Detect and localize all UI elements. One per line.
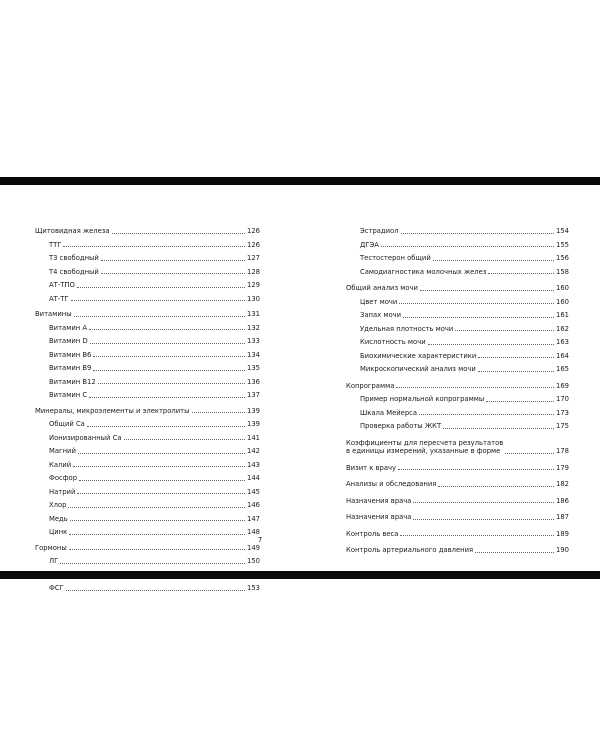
dot-leader [438, 486, 554, 487]
toc-entry-page: 178 [556, 447, 569, 456]
dot-leader [79, 480, 245, 481]
dot-leader [433, 260, 554, 261]
toc-entry-title: Ионизированный Са [49, 433, 122, 442]
toc-entry-page: 187 [556, 513, 569, 522]
toc-entry-title: Пример нормальной копрограммы [360, 395, 485, 404]
dot-leader [403, 317, 554, 318]
toc-entry[interactable] [346, 222, 569, 236]
toc-entry-page: 139 [247, 406, 260, 415]
dot-leader [428, 344, 554, 345]
dot-leader [90, 343, 245, 344]
toc-entry-title: Т3 свободный [49, 254, 99, 263]
toc-entry[interactable] [346, 263, 569, 277]
toc-entry-title: Контроль веса [346, 529, 399, 538]
toc-entry[interactable] [35, 386, 260, 400]
toc-entry[interactable] [35, 346, 260, 360]
dot-leader [74, 316, 245, 317]
toc-entry-title: Магний [49, 447, 76, 456]
toc-entry-page: 147 [247, 514, 260, 523]
toc-entry-page: 145 [247, 487, 260, 496]
toc-entry-title: Витамин В6 [49, 350, 92, 359]
toc-entry-page: 155 [556, 240, 569, 249]
dot-leader [71, 300, 245, 301]
toc-entry-page: 160 [556, 297, 569, 306]
dot-leader [66, 590, 245, 591]
toc-entry-title: Витамин В9 [49, 364, 92, 373]
dot-leader [413, 502, 554, 503]
toc-entry-title: Общий Са [49, 420, 85, 429]
dot-leader [399, 303, 554, 304]
toc-entry-title: Визит к врачу [346, 463, 397, 472]
dot-leader [413, 519, 554, 520]
toc-entry-page: 153 [247, 584, 260, 593]
toc-entry-title: Назначения врача [346, 513, 412, 522]
toc-entry-title: Калий [49, 460, 72, 469]
toc-entry[interactable] [35, 442, 260, 456]
toc-entry-page: 165 [556, 365, 569, 374]
toc-entry-title: Хлор [49, 501, 67, 510]
dot-leader [419, 414, 554, 415]
dot-leader [455, 330, 554, 331]
toc-entry[interactable] [346, 279, 569, 293]
toc-entry-page: 132 [247, 323, 260, 332]
toc-entry[interactable] [346, 333, 569, 347]
toc-entry-page: 175 [556, 422, 569, 431]
toc-entry[interactable] [35, 483, 260, 497]
toc-entry-page: 156 [556, 254, 569, 263]
dot-leader [192, 412, 246, 413]
toc-entry-title: Анализы и обследования [346, 480, 437, 489]
dot-leader [486, 401, 554, 402]
toc-entry[interactable] [346, 347, 569, 361]
toc-entry-title: Витамин С [49, 391, 88, 400]
dot-leader [69, 549, 245, 550]
page-number: 7 [257, 536, 263, 544]
toc-entry-title: ЛГ [49, 557, 59, 566]
toc-entry-title: Эстрадиол [360, 227, 399, 236]
toc-entry-page: 137 [247, 391, 260, 400]
dot-leader [73, 466, 245, 467]
toc-entry[interactable] [346, 475, 569, 489]
dot-leader [443, 428, 554, 429]
toc-entry[interactable] [35, 305, 260, 319]
toc-entry[interactable] [35, 510, 260, 524]
toc-entry[interactable] [35, 359, 260, 373]
toc-entry[interactable] [35, 523, 260, 537]
toc-entry[interactable] [346, 404, 569, 418]
toc-entry-page: 158 [556, 267, 569, 276]
dot-leader [69, 534, 245, 535]
toc-entry[interactable] [35, 539, 260, 553]
toc-entry[interactable] [35, 469, 260, 483]
toc-entry-page: 127 [247, 254, 260, 263]
dot-leader [101, 260, 245, 261]
toc-entry-page: 135 [247, 364, 260, 373]
toc-entry-title: Цвет мочи [360, 297, 398, 306]
toc-entry-title: ДГЭА [360, 240, 379, 249]
toc-entry[interactable] [35, 402, 260, 416]
toc-entry-title: Проверка работы ЖКТ [360, 422, 442, 431]
dot-leader [98, 383, 245, 384]
dot-leader [89, 329, 245, 330]
toc-entry[interactable] [346, 508, 569, 522]
toc-entry[interactable] [35, 415, 260, 429]
dot-leader [398, 469, 554, 470]
toc-right-column [346, 222, 569, 555]
toc-entry[interactable] [346, 306, 569, 320]
toc-entry[interactable] [35, 332, 260, 346]
dot-leader [77, 287, 245, 288]
toc-entry[interactable] [346, 525, 569, 539]
dot-leader [401, 233, 554, 234]
toc-entry-title: Минералы, микроэлементы и электролиты [35, 406, 190, 415]
toc-entry-page: 126 [247, 227, 260, 236]
dot-leader [420, 290, 554, 291]
toc-entry-page: 129 [247, 281, 260, 290]
toc-entry-page: 154 [556, 227, 569, 236]
toc-entry-title: Кислотность мочи [360, 338, 426, 347]
toc-entry-page: 162 [556, 324, 569, 333]
toc-entry-page: 163 [556, 338, 569, 347]
dot-leader [475, 552, 554, 553]
dot-leader [68, 507, 245, 508]
toc-entry-title: Биохимические характеристики [360, 351, 477, 360]
toc-entry-page: 182 [556, 480, 569, 489]
toc-entry-page: 133 [247, 337, 260, 346]
toc-entry-page: 189 [556, 529, 569, 538]
toc-entry-title: Гормоны [35, 543, 67, 552]
toc-entry[interactable] [346, 417, 569, 431]
toc-entry-page: 139 [247, 420, 260, 429]
toc-entry[interactable] [35, 263, 260, 277]
toc-entry-title: Медь [49, 514, 68, 523]
dot-leader [400, 535, 554, 536]
toc-entry-title: Микроскопический анализ мочи [360, 365, 476, 374]
toc-entry-title: Запах мочи [360, 311, 402, 320]
toc-entry-title: Натрий [49, 487, 76, 496]
toc-entry-page: 144 [247, 474, 260, 483]
toc-entry-page: 128 [247, 267, 260, 276]
toc-entry-page: 170 [556, 395, 569, 404]
dot-leader [396, 387, 554, 388]
toc-entry-title: Контроль артериального давления [346, 546, 474, 555]
toc-entry[interactable] [35, 373, 260, 387]
toc-entry[interactable] [346, 434, 569, 456]
toc-entry[interactable] [35, 456, 260, 470]
dot-leader [87, 426, 245, 427]
toc-entry-page: 149 [247, 543, 260, 552]
dot-leader [478, 357, 554, 358]
dot-leader [124, 439, 245, 440]
dot-leader [63, 246, 245, 247]
dot-leader [505, 453, 554, 454]
toc-entry-title: Щитовидная железа [35, 227, 110, 236]
dot-leader [101, 273, 245, 274]
toc-entry-title: Общий анализ мочи [346, 284, 418, 293]
toc-entry-title: Шкала Мейерса [360, 408, 418, 417]
toc-entry[interactable] [346, 360, 569, 374]
toc-entry-page: 164 [556, 351, 569, 360]
dot-leader [381, 246, 554, 247]
toc-entry-title: Витамин А [49, 323, 88, 332]
toc-entry-title: Цинк [49, 528, 68, 537]
toc-entry-page: 146 [247, 501, 260, 510]
toc-entry[interactable] [346, 492, 569, 506]
dot-leader [60, 563, 245, 564]
toc-entry-page: 161 [556, 311, 569, 320]
dot-leader [78, 453, 245, 454]
toc-entry[interactable] [35, 276, 260, 290]
toc-entry-page: 169 [556, 381, 569, 390]
toc-entry-page: 186 [556, 496, 569, 505]
toc-entry-page: 173 [556, 408, 569, 417]
toc-entry[interactable] [35, 290, 260, 304]
toc-entry[interactable] [346, 320, 569, 334]
toc-entry-page: 160 [556, 284, 569, 293]
toc-entry[interactable] [35, 579, 260, 593]
toc-entry-title: Витамин D [49, 337, 88, 346]
toc-entry[interactable] [346, 249, 569, 263]
toc-entry-page: 148 [247, 528, 260, 537]
toc-entry-title: Витамины [35, 310, 72, 319]
toc-entry-title: ТТГ [49, 240, 62, 249]
toc-entry-title: Фосфор [49, 474, 78, 483]
toc-entry-page: 141 [247, 433, 260, 442]
toc-entry[interactable] [346, 293, 569, 307]
toc-entry-title: Копрограмма [346, 381, 395, 390]
toc-entry[interactable] [35, 552, 260, 566]
toc-left-column [35, 222, 260, 593]
toc-entry[interactable] [35, 222, 260, 236]
toc-entry[interactable] [35, 236, 260, 250]
toc-entry[interactable] [346, 459, 569, 473]
bottom-black-band [0, 571, 600, 579]
toc-entry-page: 142 [247, 447, 260, 456]
top-black-band [0, 177, 600, 185]
toc-entry-title: АТ-ТПО [49, 281, 75, 290]
toc-entry-title: Тестостерон общий [360, 254, 431, 263]
toc-entry[interactable] [346, 541, 569, 555]
toc-entry-title: Назначения врача [346, 496, 412, 505]
toc-entry-page: 130 [247, 294, 260, 303]
toc-entry-page: 143 [247, 460, 260, 469]
dot-leader [89, 397, 245, 398]
dot-leader [112, 233, 245, 234]
toc-entry-title: Т4 свободный [49, 267, 99, 276]
toc-entry-page: 150 [247, 557, 260, 566]
dot-leader [93, 356, 245, 357]
toc-entry-page: 136 [247, 377, 260, 386]
toc-entry-title: Удельная плотность мочи [360, 324, 454, 333]
toc-entry[interactable] [346, 236, 569, 250]
toc-entry[interactable] [35, 496, 260, 510]
toc-entry[interactable] [35, 319, 260, 333]
dot-leader [77, 493, 245, 494]
toc-entry-title: Самодиагностика молочных желез [360, 267, 487, 276]
toc-entry-page: 126 [247, 240, 260, 249]
toc-entry-title: Витамин В12 [49, 377, 96, 386]
toc-entry-page: 190 [556, 546, 569, 555]
toc-entry-page: 134 [247, 350, 260, 359]
toc-entry-title: АТ-ТГ [49, 294, 69, 303]
toc-entry[interactable] [346, 390, 569, 404]
dot-leader [93, 370, 245, 371]
toc-entry-page: 131 [247, 310, 260, 319]
toc-entry-title: Коэффициенты для пересчета результатов в единицы измерений, указанные в форме [346, 439, 504, 456]
toc-entry[interactable] [346, 377, 569, 391]
dot-leader [478, 371, 554, 372]
dot-leader [70, 520, 245, 521]
dot-leader [488, 273, 554, 274]
toc-entry-title: ФСГ [49, 584, 64, 593]
toc-entry[interactable] [35, 429, 260, 443]
toc-entry[interactable] [35, 249, 260, 263]
toc-entry-page: 179 [556, 463, 569, 472]
